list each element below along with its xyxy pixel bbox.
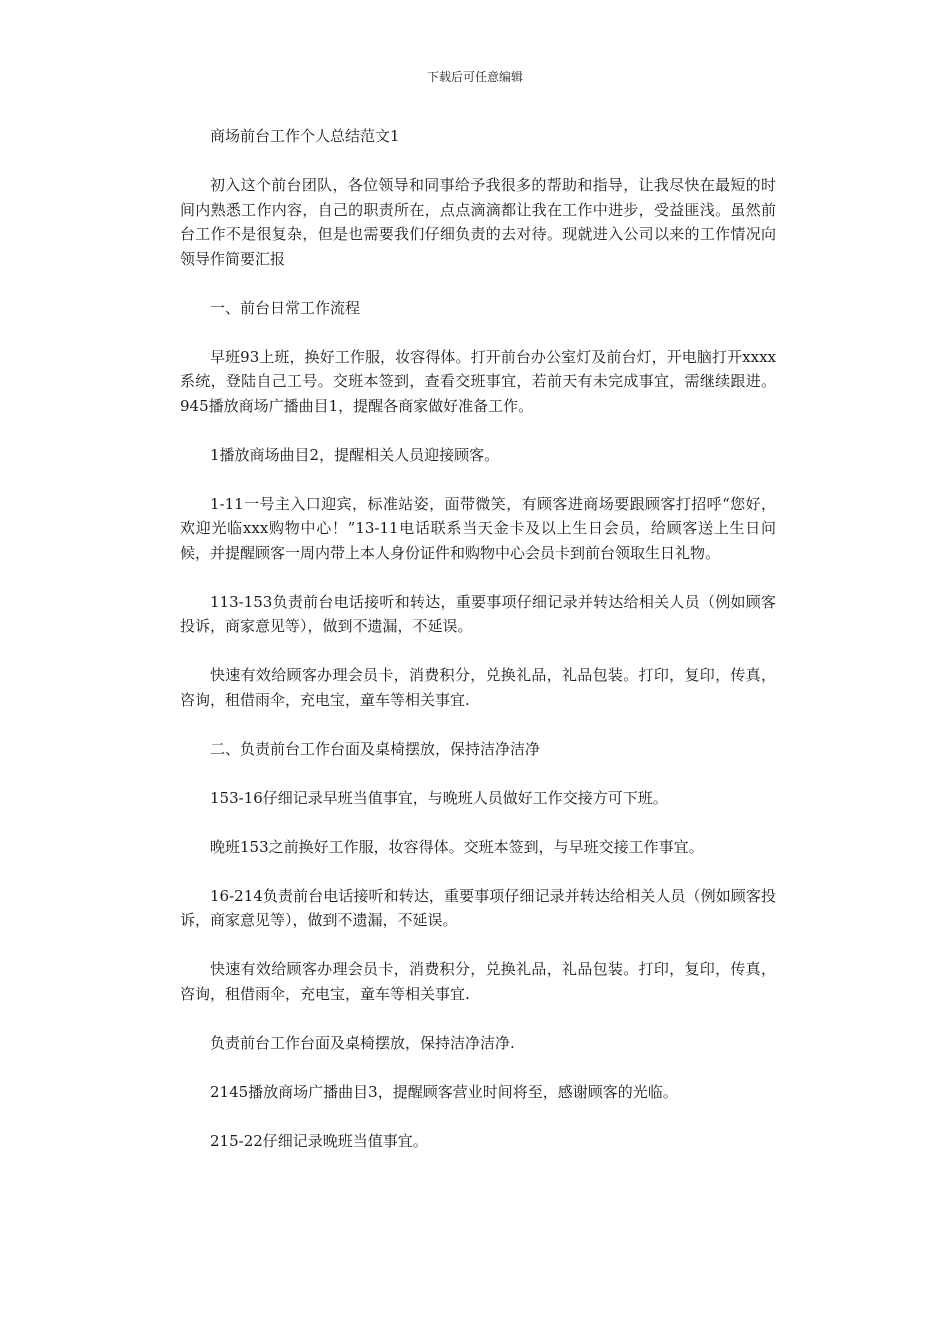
paragraph: 早班93上班，换好工作服，妆容得体。打开前台办公室灯及前台灯，开电脑打开xxxx系统，登陆自己工号。交班本签到，查看交班事宜，若前天有未完成事宜，需继续跟进。945播放商场广播曲目1，提醒各商家做好准备工作。 [180, 347, 776, 415]
document-body [180, 124, 776, 1153]
section-heading: 二、负责前台工作台面及桌椅摆放，保持洁净洁净 [210, 739, 541, 758]
paragraph-gap [180, 467, 776, 492]
paragraph-gap [180, 418, 776, 443]
paragraph-gap [180, 859, 776, 884]
paragraph: 153-16仔细记录早班当值事宜，与晚班人员做好工作交接方可下班。 [210, 788, 668, 807]
page-header-note: 下载后可任意编辑 [426, 70, 523, 84]
paragraph-gap [180, 1104, 776, 1129]
paragraph-gap [180, 810, 776, 835]
paragraph-gap [180, 149, 776, 174]
paragraph-gap [180, 565, 776, 590]
paragraph: 快速有效给顾客办理会员卡，消费积分，兑换礼品，礼品包装。打印，复印，传真，咨询，租借雨伞，充电宝，童车等相关事宜. [180, 960, 776, 1003]
paragraph-gap [180, 1055, 776, 1080]
paragraph-gap [180, 761, 776, 786]
paragraph-gap [180, 712, 776, 737]
paragraph-gap [180, 271, 776, 296]
paragraph: 晚班153之前换好工作服，妆容得体。交班本签到，与早班交接工作事宜。 [210, 837, 704, 856]
document-title: 商场前台工作个人总结范文1 [210, 127, 400, 145]
paragraph: 2145播放商场广播曲目3，提醒顾客营业时间将至，感谢顾客的光临。 [210, 1082, 678, 1101]
paragraph-gap [180, 933, 776, 958]
section-heading: 一、前台日常工作流程 [210, 298, 361, 317]
paragraph-gap [180, 320, 776, 345]
paragraph: 16-214负责前台电话接听和转达，重要事项仔细记录并转达给相关人员（例如顾客投诉，商家意见等），做到不遗漏，不延误。 [180, 886, 776, 929]
paragraph: 1-11一号主入口迎宾，标准站姿，面带微笑，有顾客进商场要跟顾客打招呼“您好，欢迎光临xxx购物中心！”13-11电话联系当天金卡及以上生日会员，给顾客送上生日问候，并提醒顾客一周内带上本人身份证件和购物中心会员卡到前台领取生日礼物。 [180, 494, 776, 562]
paragraph-gap [180, 639, 776, 664]
paragraph: 215-22仔细记录晚班当值事宜。 [210, 1131, 428, 1150]
paragraph: 1播放商场曲目2，提醒相关人员迎接顾客。 [210, 445, 500, 464]
paragraph-gap [180, 1006, 776, 1031]
paragraph: 113-153负责前台电话接听和转达，重要事项仔细记录并转达给相关人员（例如顾客投诉，商家意见等），做到不遗漏，不延误。 [180, 592, 776, 635]
paragraph: 快速有效给顾客办理会员卡，消费积分，兑换礼品，礼品包装。打印，复印，传真，咨询，租借雨伞，充电宝，童车等相关事宜. [180, 666, 776, 709]
paragraph: 负责前台工作台面及桌椅摆放，保持洁净洁净. [210, 1033, 515, 1052]
paragraph: 初入这个前台团队，各位领导和同事给予我很多的帮助和指导，让我尽快在最短的时间内熟悉工作内容，自己的职责所在，点点滴滴都让我在工作中进步，受益匪浅。虽然前台工作不是很复杂，但是也需要我们仔细负责的去对待。现就进入公司以来的工作情况向领导作简要汇报 [180, 176, 776, 268]
